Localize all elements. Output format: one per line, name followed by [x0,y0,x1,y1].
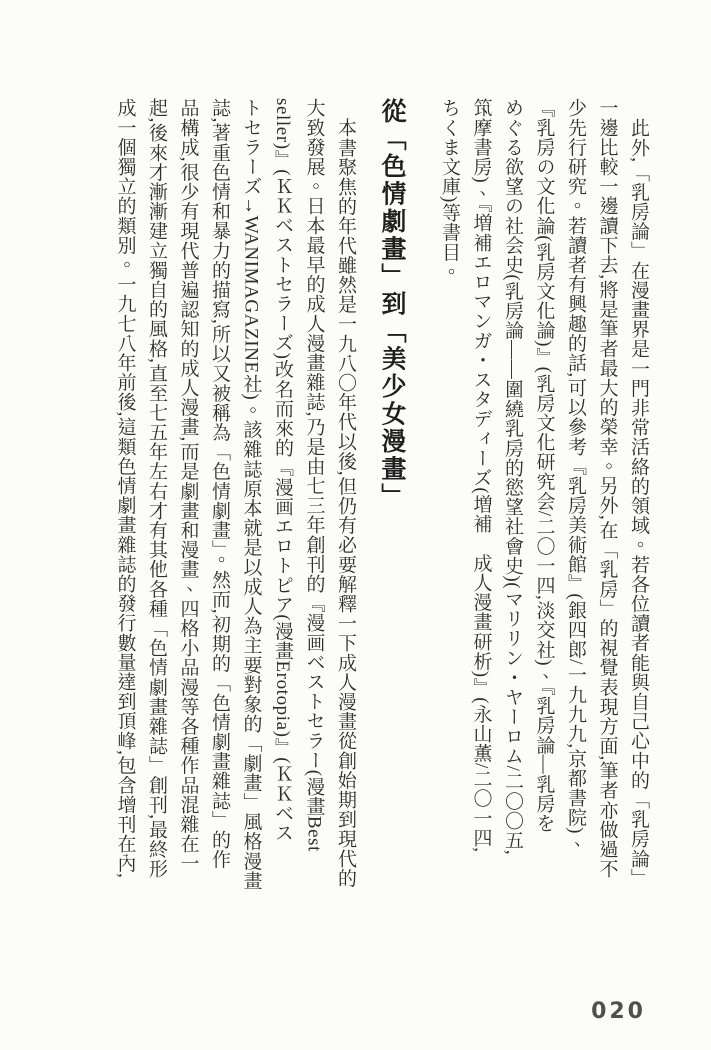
section-column: 品構成,很少有現代普遍認知的成人漫畫,而是劇畫和漫畫、四格小品漫等各種作品混雜在一 [177,98,199,874]
section-column: トセラーズ→WANIMAGAZINE社)。該雜誌原本就是以成人為主要對象的「劇畫」風格漫畫 [240,98,262,891]
intro-column: 『乳房の文化論(乳房文化論)』(乳房文化研究会/二〇一四,淡交社)、『乳房論―乳房を [533,98,555,834]
intro-column: ちくま文庫)等書目。 [439,98,460,282]
page-number: 020 [591,999,646,1024]
intro-column: 一邊比較一邊讀下去,將是筆者最大的榮幸。另外,在「乳房」的視覺表現方面,筆者亦做過不 [596,98,618,879]
section-column: seller)』(ＫＫベストセラーズ)改名而來的『漫画エロトピア(漫畫Erotopia)』(ＫＫベス [272,98,293,843]
section-column: 大致發展。日本最早的成人漫畫雜誌,乃是由七三年創刊的『漫画ベストセラー(漫畫Best [303,98,325,853]
intro-column: めぐる欲望の社会史(乳房論――圍繞乳房的慾望社會史)(マリリン・ヤーロム/二〇〇五, [502,98,523,856]
section-heading: 從「色情劇畫」到「美少女漫畫」 [378,98,406,511]
intro-column: 少先行研究。若讀者有興趣的話,可以參考『乳房美術館』(銀四郎/一九九九,京都書院)、 [565,98,586,854]
intro-column: 此外,「乳房論」在漫畫界是一門非常活絡的領域。若各位讀者能與自己心中的「乳房論」 [628,118,649,888]
section-column: 起,後來才漸漸建立獨自的風格,直至七五年左右才有其他各種「色情劇畫雜誌」創刊,最終形 [146,98,167,879]
intro-column: 筑摩書房)、『増補エロマンガ・スタディーズ(増補 成人漫畫研析)』(永山薫/二〇一四, [470,98,492,853]
section-column: 本書聚焦的年代雖然是一九八〇年代以後,但仍有必要解釋一下成人漫畫從創始期到現代的 [335,118,356,888]
section-column: 誌,著重色情和暴力的描寫,所以又被稱為「色情劇畫」。然而,初期的「色情劇畫雜誌」的作 [209,98,230,869]
text-area [104,98,649,950]
section-column: 成一個獨立的類別。一九七八年前後,這類色情劇畫雜誌的發行數量達到頂峰,包含增刊在內, [114,98,136,879]
